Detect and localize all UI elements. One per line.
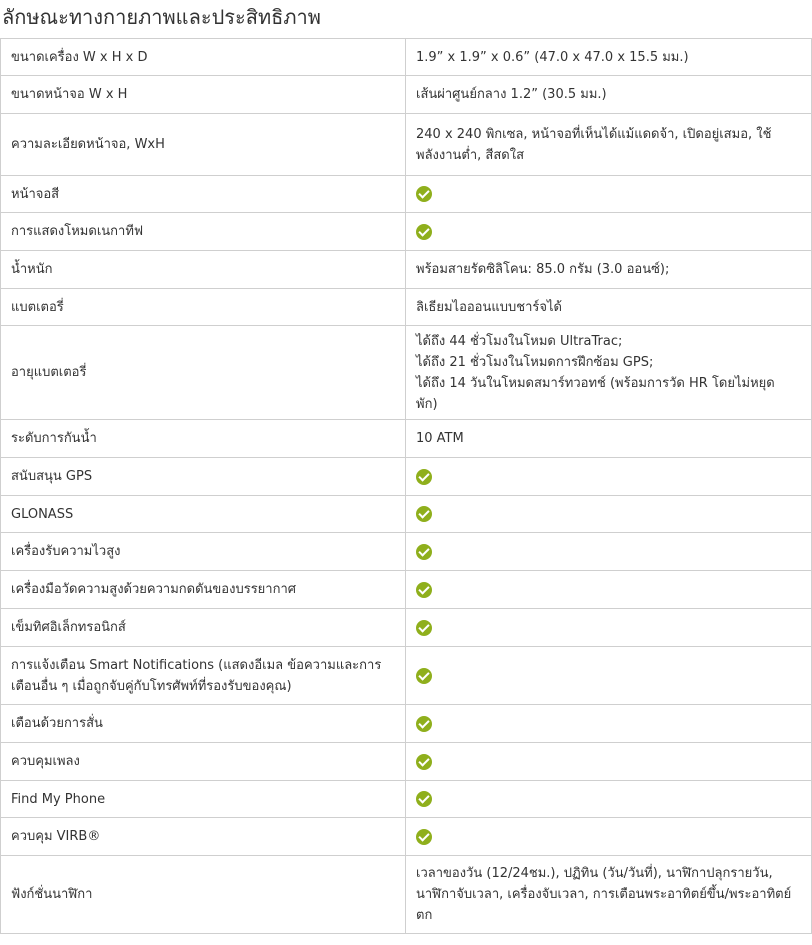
spec-row [1,496,812,533]
spec-row [1,213,812,251]
spec-row [1,114,812,176]
checkmark-icon [416,791,432,807]
spec-row [1,609,812,647]
spec-row [1,781,812,818]
spec-label: ระดับการกันน้ำ [1,420,406,458]
spec-value: 1.9” x 1.9” x 0.6” (47.0 x 47.0 x 15.5 มม.) [406,39,812,76]
spec-value: ลิเธียมไอออนแบบชาร์จได้ [406,289,812,326]
spec-label: เตือนด้วยการสั่น [1,705,406,743]
spec-value [406,571,812,609]
spec-value [406,647,812,705]
spec-label: การแสดงโหมดเนกาทีฟ [1,213,406,251]
spec-value [406,458,812,496]
spec-label: เข็มทิศอิเล็กทรอนิกส์ [1,609,406,647]
spec-label: น้ำหนัก [1,251,406,289]
spec-value: 240 x 240 พิกเซล, หน้าจอที่เห็นได้แม้แดดจ้า, เปิดอยู่เสมอ, ใช้ พลังงานต่ำ, สีสดใส [406,114,812,176]
spec-value [406,496,812,533]
spec-row [1,39,812,76]
checkmark-icon [416,582,432,598]
spec-label: แบตเตอรี่ [1,289,406,326]
spec-row [1,571,812,609]
spec-value: ได้ถึง 44 ชั่วโมงในโหมด UltraTrac; ได้ถึง 21 ชั่วโมงในโหมดการฝึกซ้อม GPS; ได้ถึง 14 วันในโหมดสมาร์ทวอทช์ (พร้อมการวัด HR โดยไม่หยุด พัก) [406,326,812,420]
spec-row [1,76,812,114]
checkmark-icon [416,620,432,636]
spec-label: อายุแบตเตอรี่ [1,326,406,420]
spec-row [1,856,812,934]
spec-row [1,251,812,289]
checkmark-icon [416,186,432,202]
spec-value: พร้อมสายรัดซิลิโคน: 85.0 กรัม (3.0 ออนซ์); [406,251,812,289]
spec-label: Find My Phone [1,781,406,818]
spec-label: ควบคุม VIRB® [1,818,406,856]
checkmark-icon [416,224,432,240]
spec-value [406,213,812,251]
spec-row [1,743,812,781]
spec-row [1,533,812,571]
spec-value [406,609,812,647]
spec-label: การแจ้งเตือน Smart Notifications (แสดงอีเมล ข้อความและการ เตือนอื่น ๆ เมื่อถูกจับคู่กับโทรศัพท์ที่รองรับของคุณ) [1,647,406,705]
spec-label: ควบคุมเพลง [1,743,406,781]
spec-value [406,781,812,818]
spec-row [1,705,812,743]
spec-value: เส้นผ่าศูนย์กลาง 1.2” (30.5 มม.) [406,76,812,114]
section-title: ลักษณะทางกายภาพและประสิทธิภาพ [2,5,321,29]
spec-value [406,533,812,571]
spec-label: เครื่องมือวัดความสูงด้วยความกดดันของบรรยากาศ [1,571,406,609]
checkmark-icon [416,754,432,770]
checkmark-icon [416,469,432,485]
spec-label: ความละเอียดหน้าจอ, WxH [1,114,406,176]
checkmark-icon [416,716,432,732]
spec-value: 10 ATM [406,420,812,458]
spec-row [1,647,812,705]
spec-row [1,818,812,856]
checkmark-icon [416,829,432,845]
spec-label: หน้าจอสี [1,176,406,213]
spec-label: GLONASS [1,496,406,533]
spec-value: เวลาของวัน (12/24ชม.), ปฏิทิน (วัน/วันที่), นาฬิกาปลุกรายวัน, นาฬิกาจับเวลา, เครื่องจับเวลา, การเตือนพระอาทิตย์ขึ้น/พระอาทิตย์ ตก [406,856,812,934]
spec-value [406,705,812,743]
spec-row [1,420,812,458]
spec-label: ขนาดเครื่อง W x H x D [1,39,406,76]
spec-label: ขนาดหน้าจอ W x H [1,76,406,114]
checkmark-icon [416,544,432,560]
spec-value [406,176,812,213]
spec-label: เครื่องรับความไวสูง [1,533,406,571]
spec-row [1,458,812,496]
spec-row [1,289,812,326]
spec-value [406,818,812,856]
checkmark-icon [416,668,432,684]
spec-label: ฟังก์ชั่นนาฬิกา [1,856,406,934]
spec-row [1,176,812,213]
spec-row [1,326,812,420]
spec-value [406,743,812,781]
specs-table [0,38,812,934]
checkmark-icon [416,506,432,522]
spec-label: สนับสนุน GPS [1,458,406,496]
